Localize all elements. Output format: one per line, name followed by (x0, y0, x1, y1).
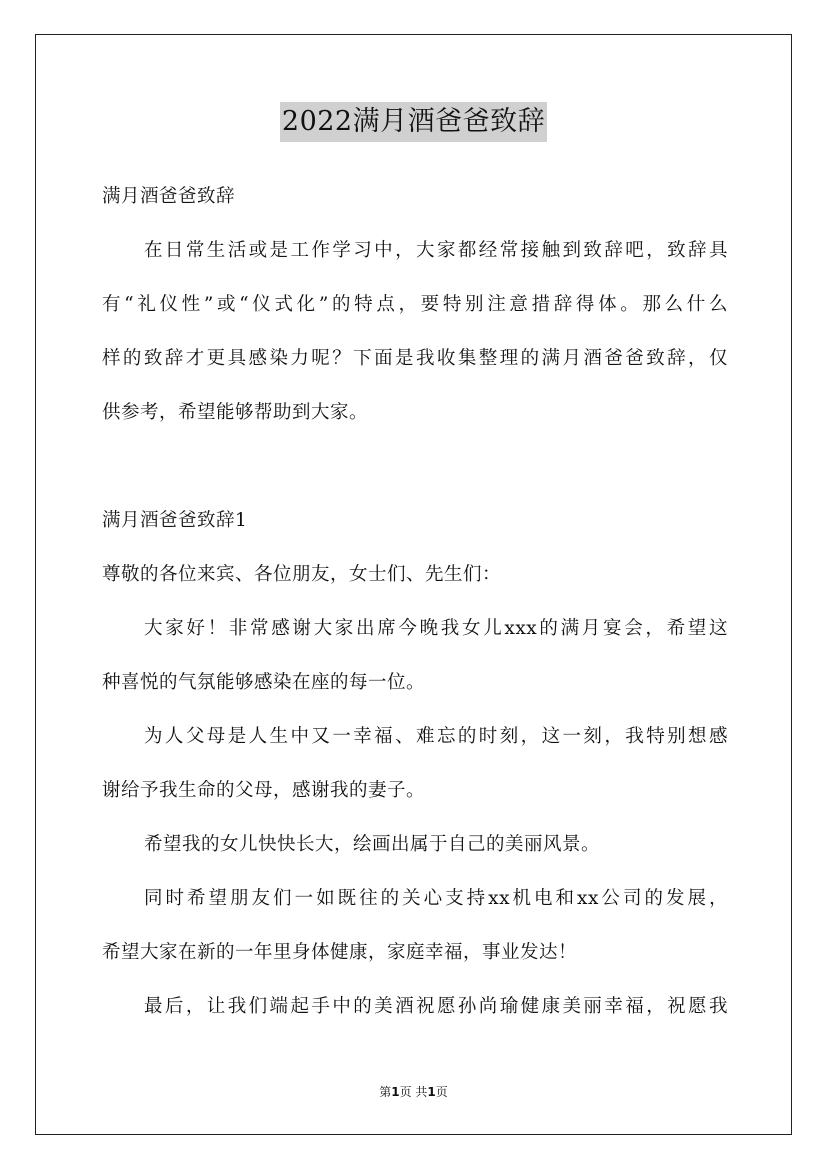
footer-page-prefix: 第 (379, 1085, 392, 1099)
text-line: 谢给予我生命的父母，感谢我的妻子。 (102, 780, 426, 801)
text-line: 供参考，希望能够帮助到大家。 (102, 402, 369, 423)
document-body (102, 170, 728, 1034)
text-line: 同时希望朋友们一如既往的关心支持xx机电和xx公司的发展， (144, 888, 728, 909)
footer-page-suffix: 页 (435, 1085, 448, 1099)
paragraph-gap (102, 440, 728, 494)
text-line: 满月酒爸爸致辞 (102, 186, 236, 207)
text-line: 最后，让我们端起手中的美酒祝愿孙尚瑜健康美丽幸福，祝愿我 (144, 996, 728, 1017)
footer-page-mid: 页 共 (399, 1085, 428, 1099)
page-footer (0, 1083, 827, 1101)
text-line: 满月酒爸爸致辞1 (102, 510, 248, 531)
text-line: 希望我的女儿快快长大，绘画出属于自己的美丽风景。 (144, 834, 601, 855)
footer-page-total: 1 (427, 1085, 436, 1099)
text-line: 尊敬的各位来宾、各位朋友，女士们、先生们： (102, 564, 502, 585)
text-line: 在日常生活或是工作学习中，大家都经常接触到致辞吧，致辞具 (144, 240, 728, 261)
text-line: 样的致辞才更具感染力呢？下面是我收集整理的满月酒爸爸致辞，仅 (102, 348, 728, 369)
text-line: 希望大家在新的一年里身体健康，家庭幸福，事业发达！ (102, 942, 578, 963)
document-title: 2022满月酒爸爸致辞 (280, 102, 547, 142)
title-container (0, 102, 827, 142)
text-line: 种喜悦的气氛能够感染在座的每一位。 (102, 672, 426, 693)
text-line: 为人父母是人生中又一幸福、难忘的时刻，这一刻，我特别想感 (144, 726, 728, 747)
text-line: 大家好！非常感谢大家出席今晚我女儿xxx的满月宴会，希望这 (144, 618, 728, 639)
text-line: 有“礼仪性”或“仪式化”的特点，要特别注意措辞得体。那么什么 (102, 294, 728, 315)
footer-page-current: 1 (391, 1085, 400, 1099)
